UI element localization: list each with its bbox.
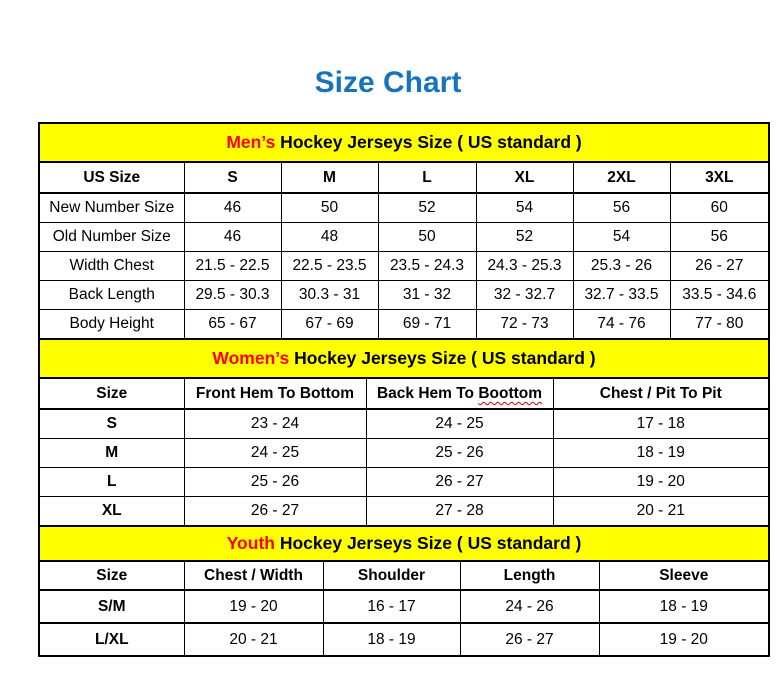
column-header: L — [378, 162, 476, 193]
size-value: 67 - 69 — [281, 310, 378, 340]
back-hem-misspelled-word: Boottom — [478, 384, 543, 402]
row-label: Body Height — [39, 310, 184, 340]
column-header: Sleeve — [599, 561, 769, 590]
size-value: 23 - 24 — [184, 409, 366, 439]
column-header: XL — [476, 162, 573, 193]
size-value: 23.5 - 24.3 — [378, 252, 476, 281]
table-row — [39, 193, 769, 223]
table-row — [39, 252, 769, 281]
row-label: M — [39, 439, 184, 468]
back-hem-label-prefix: Back Hem To — [376, 384, 479, 402]
size-value: 50 — [281, 193, 378, 223]
size-value: 74 - 76 — [573, 310, 670, 340]
size-value: 26 - 27 — [366, 468, 553, 497]
column-header: US Size — [39, 162, 184, 193]
row-label: Old Number Size — [39, 223, 184, 252]
size-value: 33.5 - 34.6 — [670, 281, 769, 310]
size-value: 46 — [184, 193, 281, 223]
table-row — [39, 223, 769, 252]
column-header: Size — [39, 378, 184, 409]
size-value: 20 - 21 — [184, 623, 323, 656]
row-label: New Number Size — [39, 193, 184, 223]
youth-title-highlight: Youth — [226, 532, 275, 553]
size-value: 19 - 20 — [553, 468, 769, 497]
size-value: 25.3 - 26 — [573, 252, 670, 281]
size-value: 54 — [573, 223, 670, 252]
womens-title-rest: Hockey Jerseys Size ( US standard ) — [289, 347, 596, 368]
size-value: 24 - 25 — [366, 409, 553, 439]
table-row — [39, 590, 769, 623]
womens-header-row — [39, 378, 769, 409]
size-value: 26 - 27 — [184, 497, 366, 527]
size-value: 16 - 17 — [323, 590, 460, 623]
size-value: 46 — [184, 223, 281, 252]
size-value: 56 — [573, 193, 670, 223]
size-value: 18 - 19 — [553, 439, 769, 468]
size-value: 72 - 73 — [476, 310, 573, 340]
table-row — [39, 497, 769, 527]
column-header: Chest / Pit To Pit — [553, 378, 769, 409]
mens-title-highlight: Men’s — [226, 131, 276, 152]
size-value: 31 - 32 — [378, 281, 476, 310]
mens-title-rest: Hockey Jerseys Size ( US standard ) — [275, 131, 582, 152]
size-value: 32 - 32.7 — [476, 281, 573, 310]
size-value: 27 - 28 — [366, 497, 553, 527]
page-title: Size Chart — [314, 66, 462, 99]
size-value: 22.5 - 23.5 — [281, 252, 378, 281]
column-header — [366, 378, 553, 409]
table-row — [39, 468, 769, 497]
size-value: 25 - 26 — [184, 468, 366, 497]
column-header: Size — [39, 561, 184, 590]
size-value: 54 — [476, 193, 573, 223]
size-value: 32.7 - 33.5 — [573, 281, 670, 310]
row-label: Back Length — [39, 281, 184, 310]
size-value: 77 - 80 — [670, 310, 769, 340]
column-header: S — [184, 162, 281, 193]
womens-size-table — [38, 338, 770, 527]
size-value: 18 - 19 — [323, 623, 460, 656]
mens-header-row — [39, 162, 769, 193]
size-value: 52 — [378, 193, 476, 223]
size-value: 26 - 27 — [460, 623, 599, 656]
column-header: M — [281, 162, 378, 193]
size-value: 56 — [670, 223, 769, 252]
womens-title-highlight: Women’s — [212, 347, 290, 368]
size-value: 19 - 20 — [184, 590, 323, 623]
size-value: 24 - 25 — [184, 439, 366, 468]
youth-title-rest: Hockey Jerseys Size ( US standard ) — [274, 532, 582, 553]
column-header: Front Hem To Bottom — [184, 378, 366, 409]
column-header: 3XL — [670, 162, 769, 193]
size-value: 48 — [281, 223, 378, 252]
table-row — [39, 281, 769, 310]
mens-banner-row — [39, 123, 769, 162]
row-label: S — [39, 409, 184, 439]
table-row — [39, 310, 769, 340]
youth-table-title — [39, 526, 769, 561]
size-value: 20 - 21 — [553, 497, 769, 527]
row-label: L — [39, 468, 184, 497]
table-row — [39, 439, 769, 468]
column-header: Chest / Width — [184, 561, 323, 590]
size-value: 26 - 27 — [670, 252, 769, 281]
mens-size-table — [38, 122, 770, 340]
size-value: 50 — [378, 223, 476, 252]
womens-table-title — [39, 339, 769, 378]
column-header: Shoulder — [323, 561, 460, 590]
row-label: L/XL — [39, 623, 184, 656]
size-value: 19 - 20 — [599, 623, 769, 656]
size-tables-container — [38, 122, 768, 657]
womens-banner-row — [39, 339, 769, 378]
column-header: Length — [460, 561, 599, 590]
youth-banner-row — [39, 526, 769, 561]
size-value: 30.3 - 31 — [281, 281, 378, 310]
size-value: 25 - 26 — [366, 439, 553, 468]
size-value: 17 - 18 — [553, 409, 769, 439]
column-header: 2XL — [573, 162, 670, 193]
size-value: 29.5 - 30.3 — [184, 281, 281, 310]
row-label: Width Chest — [39, 252, 184, 281]
size-value: 52 — [476, 223, 573, 252]
size-value: 24 - 26 — [460, 590, 599, 623]
size-value: 69 - 71 — [378, 310, 476, 340]
mens-table-title — [39, 123, 769, 162]
row-label: XL — [39, 497, 184, 527]
size-value: 21.5 - 22.5 — [184, 252, 281, 281]
youth-header-row — [39, 561, 769, 590]
table-row — [39, 623, 769, 656]
youth-size-table — [38, 525, 770, 657]
size-value: 65 - 67 — [184, 310, 281, 340]
row-label: S/M — [39, 590, 184, 623]
size-value: 60 — [670, 193, 769, 223]
size-value: 18 - 19 — [599, 590, 769, 623]
table-row — [39, 409, 769, 439]
size-value: 24.3 - 25.3 — [476, 252, 573, 281]
